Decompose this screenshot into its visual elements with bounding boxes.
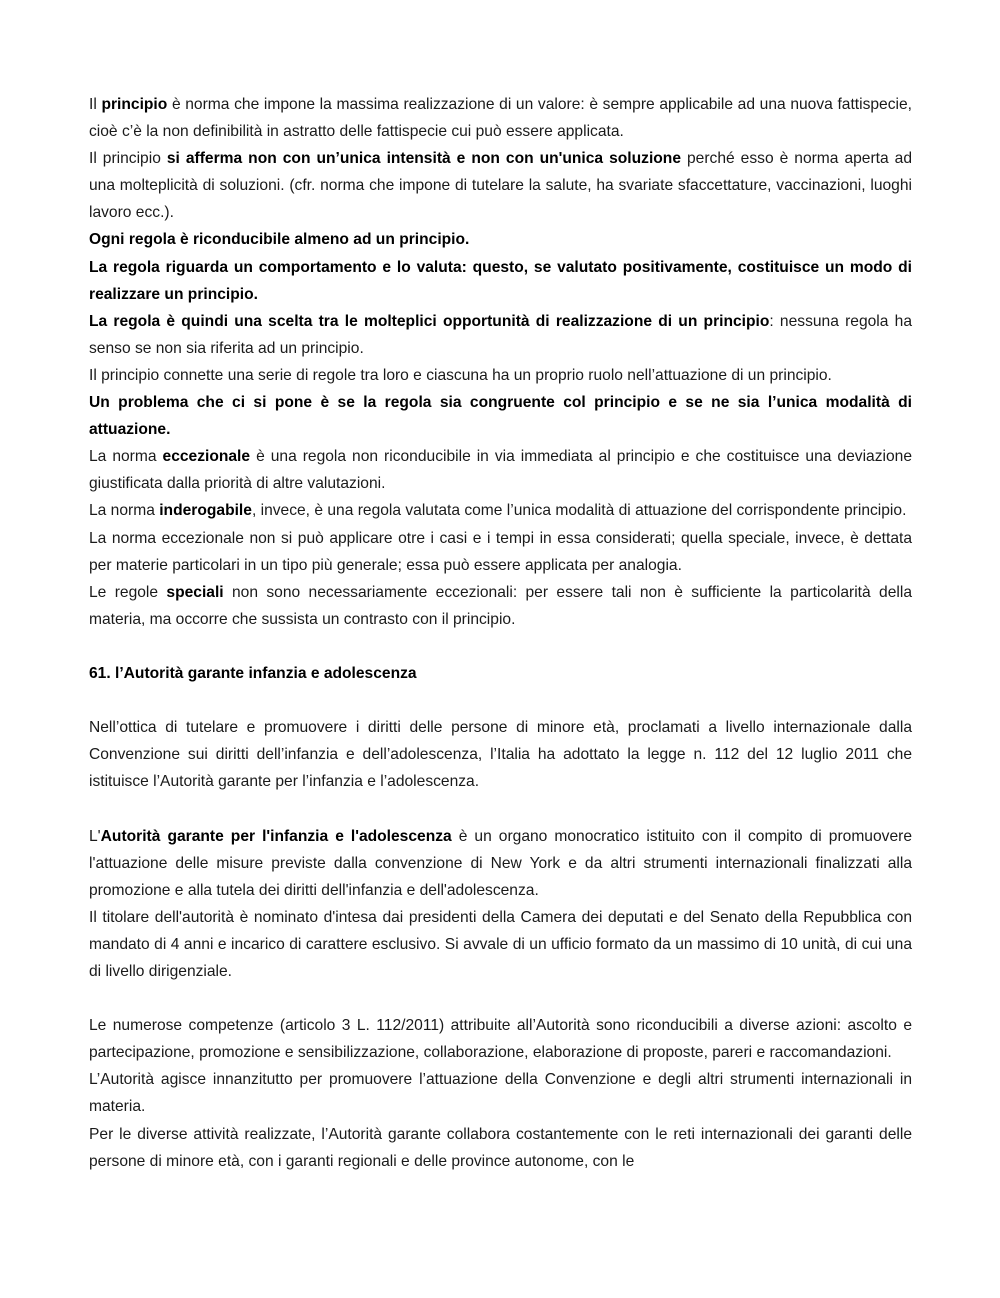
paragraph-collaborazione: Per le diverse attività realizzate, l’Autorità garante collabora costantemente con le reti internazionali dei garanti delle persone di minore età, con i garanti regionali e delle province autonome, con le xyxy=(89,1125,912,1170)
paragraph-norma-inderogabile: La norma inderogabile, invece, è una regola valutata come l’unica modalità di attuazione del corrispondente principio. xyxy=(89,502,907,520)
document-page xyxy=(89,91,912,1175)
paragraph-regole-speciali: Le regole speciali non sono necessariamente eccezionali: per essere tali non è sufficiente la particolarità della materia, ma occorre che sussista un contrasto con il principio. xyxy=(89,583,912,628)
paragraph-ogni-regola: Ogni regola è riconducibile almeno ad un principio. xyxy=(89,231,470,249)
paragraph-attuazione: L’Autorità agisce innanzitutto per promuovere l’attuazione della Convenzione e degli altri strumenti internazionali in materia. xyxy=(89,1071,912,1116)
spacer xyxy=(89,633,912,660)
bold-term: eccezionale xyxy=(162,448,251,466)
bold-term: Autorità garante per l'infanzia e l'adolescenza xyxy=(100,827,452,845)
spacer xyxy=(89,687,912,714)
paragraph-principio-intensita: Il principio si afferma non con un’unica intensità e non con un'unica soluzione perché esso è norma aperta ad una molteplicità di soluzioni. (cfr. norma che impone di tutelare la salute, ha svariate sfaccettature, vaccinazioni, luoghi lavoro ecc.). xyxy=(89,150,913,222)
bold-term: si afferma non con un’unica intensità e non con un'unica soluzione xyxy=(166,150,682,168)
paragraph-autorita-organo: L'Autorità garante per l'infanzia e l'adolescenza è un organo monocratico istituito con il compito di promuovere l'attuazione delle misure previste dalla convenzione di New York e da altri strumenti internazionali finalizzati alla promozione e alla tutela dei diritti dell'infanzia e dell'adolescenza. xyxy=(89,827,912,899)
spacer xyxy=(89,985,912,1012)
section-heading: 61. l’Autorità garante infanzia e adolescenza xyxy=(89,664,417,682)
paragraph-norma-eccezionale: La norma eccezionale è una regola non riconducibile in via immediata al principio e che costituisce una deviazione giustificata dalla priorità di altre valutazioni. xyxy=(89,448,912,493)
bold-term: inderogabile xyxy=(159,502,252,520)
paragraph-eccezionale-speciale: La norma eccezionale non si può applicare otre i casi e i tempi in essa considerati; quella speciale, invece, è dettata per materie particolari in un tipo più generale; essa può essere applicata per analogia. xyxy=(89,529,912,574)
bold-term: La regola è quindi una scelta tra le molteplici opportunità di realizzazione di un principio xyxy=(89,312,770,330)
paragraph-titolare: Il titolare dell'autorità è nominato d'intesa dai presidenti della Camera dei deputati e del Senato della Repubblica con mandato di 4 anni e incarico di carattere esclusivo. Si avvale di un ufficio formato da un massimo di 10 unità, di cui una di livello dirigenziale. xyxy=(89,908,912,980)
paragraph-problema: Un problema che ci si pone è se la regola sia congruente col principio e se ne sia l’unica modalità di attuazione. xyxy=(89,394,912,439)
paragraph-legge-112: Nell’ottica di tutelare e promuovere i diritti delle persone di minore età, proclamati a livello internazionale dalla Convenzione sui diritti dell’infanzia e dell’adolescenza, l’Italia ha adottato la legge n. 112 del 12 luglio 2011 che istituisce l’Autorità garante per l’infanzia e l’adolescenza. xyxy=(89,719,912,791)
paragraph-competenze: Le numerose competenze (articolo 3 L. 112/2011) attribuite all’Autorità sono riconducibili a diverse azioni: ascolto e partecipazione, promozione e sensibilizzazione, collaborazione, elaborazione di proposte, pareri e raccomandazioni. xyxy=(89,1017,912,1062)
paragraph-principio-connette: Il principio connette una serie di regole tra loro e ciascuna ha un proprio ruolo nell’attuazione di un principio. xyxy=(89,366,832,384)
paragraph-regola-scelta: La regola è quindi una scelta tra le molteplici opportunità di realizzazione di un principio: nessuna regola ha senso se non sia riferita ad un principio. xyxy=(89,312,912,357)
paragraph-principio: Il principio è norma che impone la massima realizzazione di un valore: è sempre applicabile ad una nuova fattispecie, cioè c’è la non definibilità in astratto delle fattispecie cui può essere applicata. xyxy=(89,96,912,141)
bold-term: principio xyxy=(101,96,168,113)
bold-term: speciali xyxy=(166,583,224,601)
spacer xyxy=(89,795,912,822)
paragraph-regola-comportamento: La regola riguarda un comportamento e lo valuta: questo, se valutato positivamente, costituisce un modo di realizzare un principio. xyxy=(89,258,912,303)
